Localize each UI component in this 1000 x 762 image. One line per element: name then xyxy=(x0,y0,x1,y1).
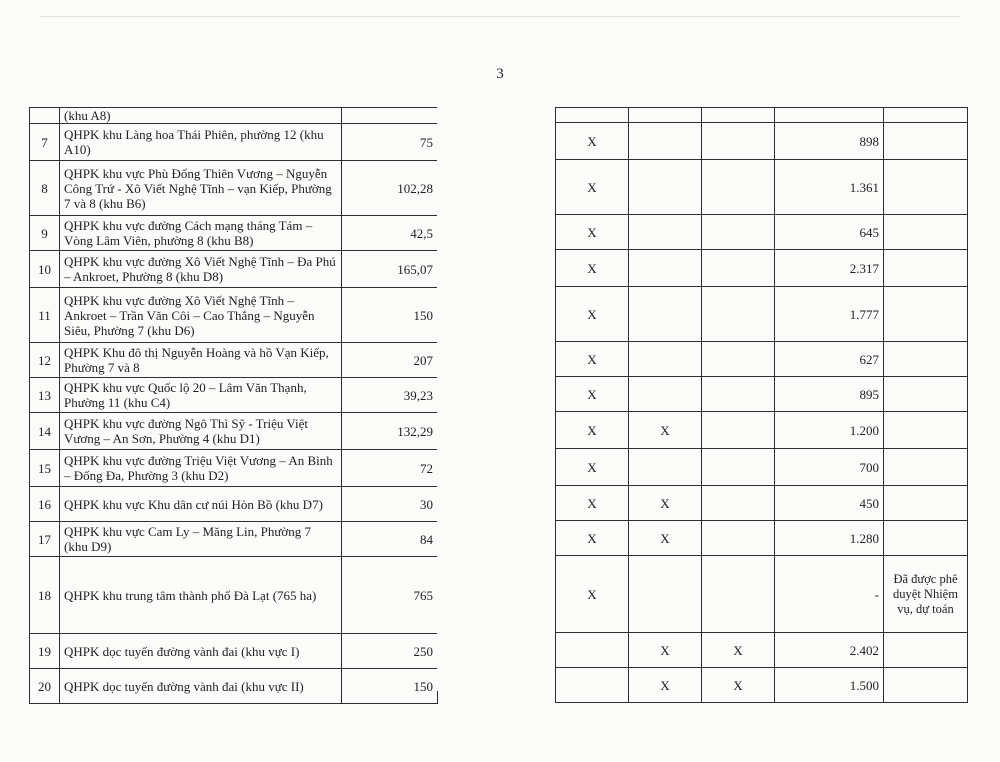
note-cell xyxy=(884,377,968,412)
area-cell: 42,5 xyxy=(342,216,438,251)
mark-cell-1 xyxy=(556,633,629,668)
mark-cell-3: X xyxy=(702,633,775,668)
mark-cell-2: X xyxy=(629,486,702,521)
plan-name-cell: QHPK khu vực Phù Đổng Thiên Vương – Nguyễn Công Trứ - Xô Viết Nghệ Tĩnh – vạn Kiếp, Phường 7 và 8 (khu B6) xyxy=(60,161,342,216)
mark-cell-2 xyxy=(629,215,702,250)
table-row xyxy=(30,161,438,216)
cost-cell: 2.317 xyxy=(775,250,884,287)
plan-name-cell: QHPK khu vực Cam Ly – Măng Lin, Phường 7 (khu D9) xyxy=(60,522,342,557)
table-row xyxy=(556,486,968,521)
mark-cell-1: X xyxy=(556,486,629,521)
mark-cell-3 xyxy=(702,486,775,521)
mark-cell-1: X xyxy=(556,160,629,215)
mark-cell-3 xyxy=(702,160,775,215)
area-cell: 102,28 xyxy=(342,161,438,216)
row-number-cell: 11 xyxy=(30,288,60,343)
area-cell: 72 xyxy=(342,450,438,487)
plan-name-cell: QHPK khu Làng hoa Thái Phiên, phường 12 (khu A10) xyxy=(60,124,342,161)
table-row xyxy=(30,288,438,343)
row-number-cell: 16 xyxy=(30,487,60,522)
mark-cell-3 xyxy=(702,449,775,486)
note-cell xyxy=(884,521,968,556)
note-cell xyxy=(884,250,968,287)
mark-cell-1: X xyxy=(556,250,629,287)
mark-cell-2: X xyxy=(629,633,702,668)
row-number-cell: 7 xyxy=(30,124,60,161)
row-number-cell: 19 xyxy=(30,634,60,669)
area-cell: 75 xyxy=(342,124,438,161)
area-cell: 132,29 xyxy=(342,413,438,450)
area-cell: 765 xyxy=(342,557,438,634)
table-row xyxy=(30,378,438,413)
table-row xyxy=(30,557,438,634)
table-row xyxy=(556,215,968,250)
row-number-cell: 10 xyxy=(30,251,60,288)
row-number-cell: 15 xyxy=(30,450,60,487)
scan-gap xyxy=(437,107,555,691)
table-row xyxy=(556,250,968,287)
table-row xyxy=(30,108,438,124)
cost-cell: - xyxy=(775,556,884,633)
table-row xyxy=(556,556,968,633)
plan-table-right xyxy=(555,107,968,703)
mark-cell-3 xyxy=(702,342,775,377)
mark-cell-3 xyxy=(702,287,775,342)
table-row xyxy=(556,160,968,215)
plan-name-cell: (khu A8) xyxy=(60,108,342,124)
note-cell xyxy=(884,668,968,703)
cost-cell: 2.402 xyxy=(775,633,884,668)
area-cell: 30 xyxy=(342,487,438,522)
table-row xyxy=(556,342,968,377)
note-cell xyxy=(884,633,968,668)
mark-cell-1: X xyxy=(556,556,629,633)
area-cell: 207 xyxy=(342,343,438,378)
area-cell: 150 xyxy=(342,669,438,704)
area-cell xyxy=(342,108,438,124)
mark-cell-2 xyxy=(629,342,702,377)
mark-cell-2 xyxy=(629,123,702,160)
table-row xyxy=(30,450,438,487)
plan-name-cell: QHPK khu vực đường Xô Viết Nghệ Tĩnh – Đa Phú – Ankroet, Phường 8 (khu D8) xyxy=(60,251,342,288)
plan-name-cell: QHPK khu vực Khu dân cư núi Hòn Bồ (khu D7) xyxy=(60,487,342,522)
plan-name-cell: QHPK khu trung tâm thành phố Đà Lạt (765 ha) xyxy=(60,557,342,634)
plan-name-cell: QHPK dọc tuyến đường vành đai (khu vực I) xyxy=(60,634,342,669)
mark-cell-3 xyxy=(702,556,775,633)
plan-name-cell: QHPK khu vực đường Xô Viết Nghệ Tĩnh – Ankroet – Trần Văn Côi – Cao Thắng – Nguyễn Siêu, Phường 7 (khu D6) xyxy=(60,288,342,343)
mark-cell-1: X xyxy=(556,412,629,449)
table-row xyxy=(556,521,968,556)
cost-cell: 700 xyxy=(775,449,884,486)
mark-cell-2 xyxy=(629,108,702,123)
area-cell: 165,07 xyxy=(342,251,438,288)
cost-cell: 1.361 xyxy=(775,160,884,215)
row-number-cell: 20 xyxy=(30,669,60,704)
note-cell xyxy=(884,342,968,377)
mark-cell-1: X xyxy=(556,377,629,412)
table-row xyxy=(30,634,438,669)
note-cell xyxy=(884,108,968,123)
mark-cell-2 xyxy=(629,287,702,342)
row-number-cell: 13 xyxy=(30,378,60,413)
area-cell: 84 xyxy=(342,522,438,557)
note-cell xyxy=(884,160,968,215)
scan-top-edge xyxy=(40,16,960,17)
mark-cell-3: X xyxy=(702,668,775,703)
mark-cell-3 xyxy=(702,215,775,250)
table-row xyxy=(556,287,968,342)
cost-cell: 1.280 xyxy=(775,521,884,556)
mark-cell-3 xyxy=(702,521,775,556)
row-number-cell: 12 xyxy=(30,343,60,378)
page-number: 3 xyxy=(496,66,504,82)
table-row xyxy=(556,449,968,486)
table-row xyxy=(556,668,968,703)
cost-cell xyxy=(775,108,884,123)
table-row xyxy=(30,251,438,288)
cost-cell: 1.777 xyxy=(775,287,884,342)
plan-name-cell: QHPK khu vực đường Cách mạng tháng Tám – Vòng Lâm Viên, phường 8 (khu B8) xyxy=(60,216,342,251)
cost-cell: 645 xyxy=(775,215,884,250)
plan-name-cell: QHPK dọc tuyến đường vành đai (khu vực II) xyxy=(60,669,342,704)
note-cell: Đã được phê duyệt Nhiệm vụ, dự toán xyxy=(884,556,968,633)
note-cell xyxy=(884,486,968,521)
note-cell xyxy=(884,123,968,160)
cost-cell: 450 xyxy=(775,486,884,521)
mark-cell-3 xyxy=(702,377,775,412)
plan-name-cell: QHPK khu vực đường Triệu Việt Vương – An Bình – Đống Đa, Phường 3 (khu D2) xyxy=(60,450,342,487)
row-number-cell: 14 xyxy=(30,413,60,450)
mark-cell-2: X xyxy=(629,668,702,703)
table-row xyxy=(556,123,968,160)
cost-cell: 898 xyxy=(775,123,884,160)
mark-cell-3 xyxy=(702,250,775,287)
table-row xyxy=(30,413,438,450)
table-row xyxy=(556,412,968,449)
mark-cell-2 xyxy=(629,449,702,486)
table-row xyxy=(30,124,438,161)
mark-cell-1: X xyxy=(556,342,629,377)
row-number-cell: 17 xyxy=(30,522,60,557)
note-cell xyxy=(884,449,968,486)
mark-cell-2 xyxy=(629,556,702,633)
table-row xyxy=(30,216,438,251)
plan-name-cell: QHPK Khu đô thị Nguyễn Hoàng và hồ Vạn Kiếp, Phường 7 và 8 xyxy=(60,343,342,378)
note-cell xyxy=(884,412,968,449)
mark-cell-2: X xyxy=(629,521,702,556)
area-cell: 250 xyxy=(342,634,438,669)
mark-cell-1 xyxy=(556,668,629,703)
mark-cell-1: X xyxy=(556,123,629,160)
area-cell: 150 xyxy=(342,288,438,343)
plan-table-left xyxy=(29,107,438,704)
table-row xyxy=(30,669,438,704)
cost-cell: 1.500 xyxy=(775,668,884,703)
mark-cell-1 xyxy=(556,108,629,123)
row-number-cell: 18 xyxy=(30,557,60,634)
mark-cell-3 xyxy=(702,108,775,123)
plan-name-cell: QHPK khu vực Quốc lộ 20 – Lâm Văn Thạnh, Phường 11 (khu C4) xyxy=(60,378,342,413)
row-number-cell xyxy=(30,108,60,124)
row-number-cell: 9 xyxy=(30,216,60,251)
table-row xyxy=(30,487,438,522)
cost-cell: 627 xyxy=(775,342,884,377)
mark-cell-3 xyxy=(702,123,775,160)
table-row xyxy=(556,377,968,412)
mark-cell-2 xyxy=(629,377,702,412)
area-cell: 39,23 xyxy=(342,378,438,413)
table-row xyxy=(30,522,438,557)
note-cell xyxy=(884,287,968,342)
mark-cell-1: X xyxy=(556,287,629,342)
mark-cell-1: X xyxy=(556,215,629,250)
table-row xyxy=(556,108,968,123)
mark-cell-2 xyxy=(629,160,702,215)
cost-cell: 895 xyxy=(775,377,884,412)
table-row xyxy=(556,633,968,668)
note-cell xyxy=(884,215,968,250)
mark-cell-1: X xyxy=(556,521,629,556)
row-number-cell: 8 xyxy=(30,161,60,216)
mark-cell-2: X xyxy=(629,412,702,449)
mark-cell-1: X xyxy=(556,449,629,486)
mark-cell-2 xyxy=(629,250,702,287)
table-row xyxy=(30,343,438,378)
cost-cell: 1.200 xyxy=(775,412,884,449)
plan-name-cell: QHPK khu vực đường Ngô Thì Sỹ - Triệu Việt Vương – An Sơn, Phường 4 (khu D1) xyxy=(60,413,342,450)
mark-cell-3 xyxy=(702,412,775,449)
